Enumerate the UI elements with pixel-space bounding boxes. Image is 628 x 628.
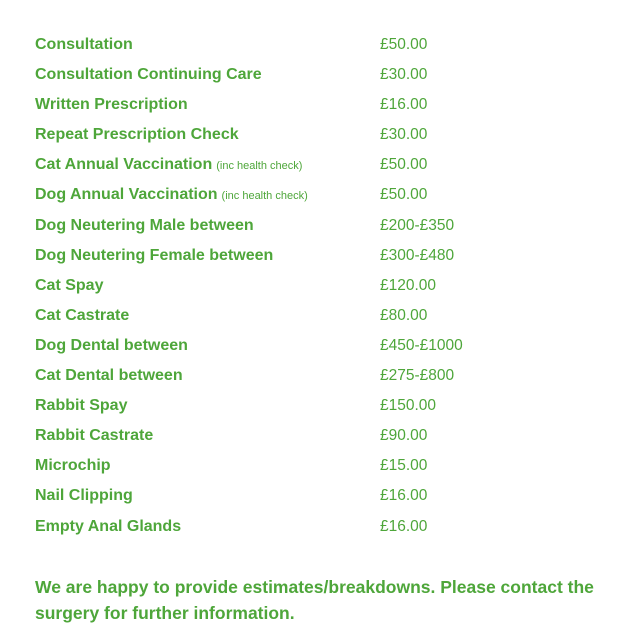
service-price: £150.00 xyxy=(380,397,437,415)
service-price: £90.00 xyxy=(380,427,428,445)
price-row xyxy=(35,487,595,517)
service-name xyxy=(35,96,380,114)
service-note: (inc health check) xyxy=(216,160,303,173)
service-price: £200-£350 xyxy=(380,216,455,234)
price-row xyxy=(35,36,595,66)
service-label: Rabbit Spay xyxy=(35,397,128,415)
price-row xyxy=(35,126,595,156)
service-name xyxy=(35,307,380,325)
price-row xyxy=(35,367,595,397)
service-label: Consultation xyxy=(35,36,133,53)
service-price: £15.00 xyxy=(380,457,428,475)
price-row xyxy=(35,217,595,247)
service-label: Dog Annual Vaccination xyxy=(35,186,218,204)
service-label: Rabbit Castrate xyxy=(35,427,154,445)
service-name xyxy=(35,367,380,385)
service-price: £30.00 xyxy=(380,66,428,84)
service-name xyxy=(35,66,380,84)
service-price: £50.00 xyxy=(380,156,428,174)
service-price: £16.00 xyxy=(380,96,428,114)
service-label: Microchip xyxy=(35,457,111,475)
price-list xyxy=(35,36,595,548)
service-label: Written Prescription xyxy=(35,96,188,114)
estimates-note: We are happy to provide estimates/breakdowns. Please contact the surgery for further information. xyxy=(35,577,594,623)
price-row xyxy=(35,186,595,216)
service-label: Dog Neutering Male between xyxy=(35,216,254,234)
service-label: Empty Anal Glands xyxy=(35,517,182,535)
service-name xyxy=(35,277,380,295)
price-row xyxy=(35,337,595,367)
service-price: £50.00 xyxy=(380,36,428,53)
service-label: Nail Clipping xyxy=(35,487,133,505)
service-name xyxy=(35,217,380,235)
service-name xyxy=(35,518,380,536)
service-price: £30.00 xyxy=(380,126,428,144)
service-label: Cat Castrate xyxy=(35,306,130,324)
service-label: Dog Neutering Female between xyxy=(35,246,274,264)
service-price: £16.00 xyxy=(380,487,428,505)
price-row xyxy=(35,397,595,427)
service-name xyxy=(35,186,380,204)
service-price: £50.00 xyxy=(380,186,428,204)
service-price: £450-£1000 xyxy=(380,336,463,354)
service-price: £120.00 xyxy=(380,276,437,294)
price-row xyxy=(35,156,595,186)
service-name xyxy=(35,427,380,445)
price-row xyxy=(35,247,595,277)
service-price: £300-£480 xyxy=(380,246,455,264)
service-price: £16.00 xyxy=(380,517,428,535)
service-name xyxy=(35,126,380,144)
service-price: £80.00 xyxy=(380,306,428,324)
service-label: Repeat Prescription Check xyxy=(35,126,239,144)
service-name xyxy=(35,247,380,265)
service-label: Dog Dental between xyxy=(35,336,188,354)
service-name xyxy=(35,36,380,54)
price-row xyxy=(35,277,595,307)
service-name xyxy=(35,337,380,355)
service-name xyxy=(35,457,380,475)
service-label: Cat Annual Vaccination xyxy=(35,156,213,174)
service-name xyxy=(35,397,380,415)
service-label: Consultation Continuing Care xyxy=(35,66,262,84)
service-note: (inc health check) xyxy=(221,190,308,203)
price-row xyxy=(35,457,595,487)
service-label: Cat Dental between xyxy=(35,367,183,385)
price-row xyxy=(35,518,595,548)
price-row xyxy=(35,66,595,96)
service-name xyxy=(35,156,380,174)
price-row xyxy=(35,427,595,457)
price-row xyxy=(35,96,595,126)
service-name xyxy=(35,487,380,505)
service-price: £275-£800 xyxy=(380,367,455,385)
service-label: Cat Spay xyxy=(35,276,104,294)
price-row xyxy=(35,307,595,337)
